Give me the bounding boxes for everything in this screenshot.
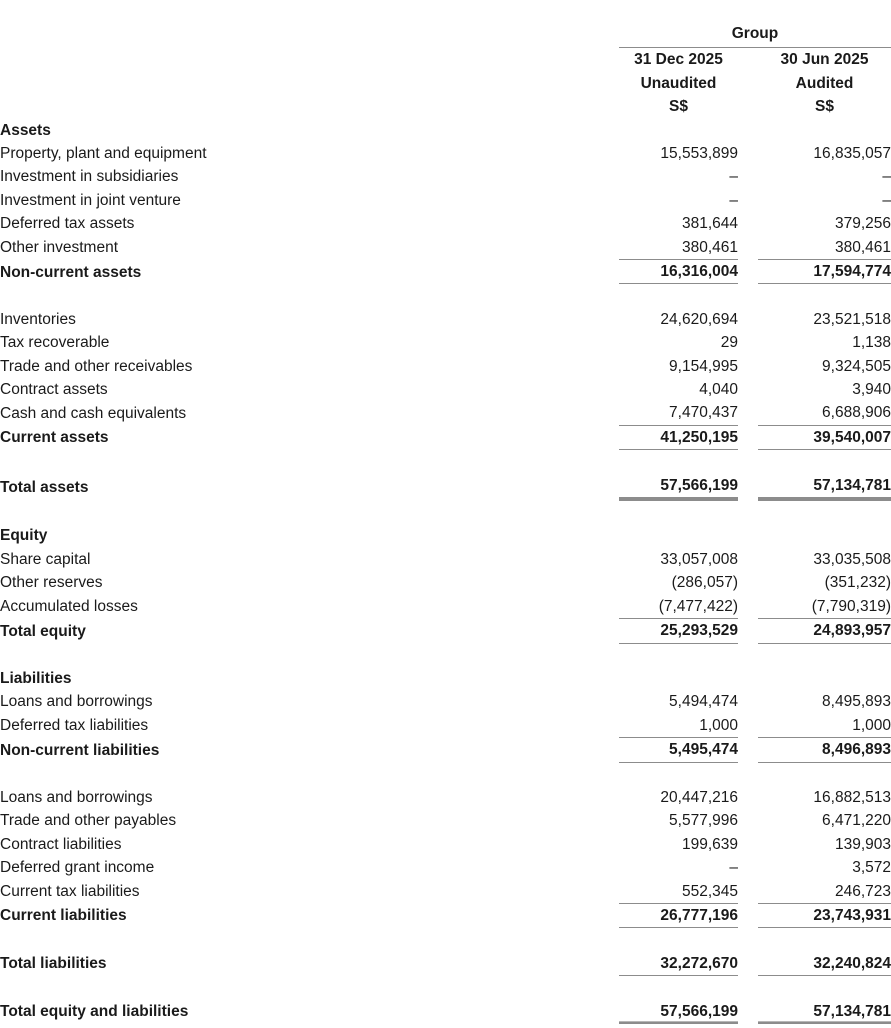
row-value-col2: (351,232) <box>824 574 891 592</box>
column-date-row <box>0 48 891 72</box>
section-heading-assets <box>0 119 891 142</box>
table-row <box>0 809 891 832</box>
subtotal-row-current-assets <box>0 425 891 449</box>
table-row <box>0 714 891 738</box>
table-row <box>0 690 891 713</box>
table-row <box>0 548 891 571</box>
row-value-col1: 381,644 <box>681 215 738 233</box>
row-value-col2: 6,688,906 <box>822 404 891 422</box>
row-value-col2: 3,940 <box>852 381 891 399</box>
row-label: Current assets <box>0 429 109 447</box>
row-value-col1: 199,639 <box>681 835 738 853</box>
row-value-col1: 29 <box>720 334 738 352</box>
section-label-liabilities: Liabilities <box>0 669 72 687</box>
row-value-col1: 552,345 <box>681 882 738 900</box>
column-1-audit-status: Unaudited <box>640 74 717 92</box>
row-label: Share capital <box>0 550 91 568</box>
row-value-col2: 57,134,781 <box>758 474 891 499</box>
row-value-col1: 1,000 <box>699 716 738 734</box>
subtotal-row-non-current-assets <box>0 260 891 284</box>
total-row-total-liabilities <box>0 952 891 976</box>
table-row <box>0 786 891 809</box>
column-2-currency: S$ <box>815 98 834 116</box>
spacer-row <box>0 643 891 667</box>
row-value-col1: 4,040 <box>699 381 738 399</box>
row-value-col1: (7,477,422) <box>658 597 738 615</box>
column-audit-row <box>0 72 891 95</box>
row-value-col2: 23,743,931 <box>758 903 891 927</box>
row-value-col2: 9,324,505 <box>822 357 891 375</box>
row-value-col1: 33,057,008 <box>660 550 738 568</box>
row-label: Contract assets <box>0 381 108 399</box>
section-heading-equity <box>0 524 891 547</box>
row-label: Trade and other receivables <box>0 357 193 375</box>
spacer-row <box>0 976 891 1000</box>
table-row <box>0 212 891 235</box>
row-value-col1: – <box>729 191 738 209</box>
section-label-equity: Equity <box>0 527 48 545</box>
row-value-col2: 16,835,057 <box>813 145 891 163</box>
row-label: Total assets <box>0 478 89 496</box>
row-value-col2: 33,035,508 <box>813 550 891 568</box>
empty-label-cell <box>0 72 611 95</box>
group-header-label: Group <box>619 23 891 48</box>
row-value-col2: 6,471,220 <box>822 812 891 830</box>
table-row <box>0 833 891 856</box>
row-value-col2: 16,882,513 <box>813 788 891 806</box>
top-spacer <box>0 0 891 23</box>
row-value-col1: – <box>729 859 738 877</box>
row-value-col1: 16,316,004 <box>619 260 738 284</box>
row-value-col2: 8,495,893 <box>822 693 891 711</box>
empty-label-cell <box>0 95 611 118</box>
row-label: Total equity <box>0 622 86 640</box>
row-value-col1: 20,447,216 <box>660 788 738 806</box>
row-label: Investment in subsidiaries <box>0 168 179 186</box>
row-label: Other investment <box>0 239 119 257</box>
total-row-total-assets <box>0 474 891 499</box>
row-value-col2: 24,893,957 <box>758 619 891 643</box>
table-row <box>0 142 891 165</box>
row-value-col1: 26,777,196 <box>619 903 738 927</box>
spacer-row <box>0 928 891 952</box>
total-row-total-equity-and-liabilities <box>0 1000 891 1024</box>
row-label: Current liabilities <box>0 907 127 925</box>
spacer-row <box>0 499 891 524</box>
row-label: Investment in joint venture <box>0 191 181 209</box>
table-row <box>0 378 891 401</box>
table-row <box>0 331 891 354</box>
spacer-row <box>0 450 891 474</box>
row-value-col2: 1,000 <box>852 716 891 734</box>
section-heading-liabilities <box>0 667 891 690</box>
column-1-currency: S$ <box>669 98 688 116</box>
row-value-col2: – <box>882 168 891 186</box>
row-label: Inventories <box>0 310 76 328</box>
row-value-col2: – <box>882 191 891 209</box>
row-label: Non-current assets <box>0 263 142 281</box>
row-value-col1: 5,577,996 <box>669 812 738 830</box>
row-label: Accumulated losses <box>0 598 138 616</box>
row-value-col1: 5,494,474 <box>669 693 738 711</box>
row-value-col2: 17,594,774 <box>758 260 891 284</box>
row-value-col1: (286,057) <box>671 574 738 592</box>
empty-label-cell <box>0 48 611 72</box>
row-value-col1: 24,620,694 <box>660 310 738 328</box>
column-currency-row <box>0 95 891 118</box>
row-label: Current tax liabilities <box>0 883 140 901</box>
row-value-col2: 380,461 <box>834 238 891 256</box>
row-value-col1: 57,566,199 <box>619 1000 738 1024</box>
table-row <box>0 308 891 331</box>
table-row <box>0 595 891 619</box>
row-label: Cash and cash equivalents <box>0 404 187 422</box>
row-value-col1: 25,293,529 <box>619 619 738 643</box>
section-label-assets: Assets <box>0 121 51 139</box>
row-value-col1: – <box>729 168 738 186</box>
row-label: Total liabilities <box>0 955 107 973</box>
table-row <box>0 571 891 594</box>
row-label: Deferred tax assets <box>0 215 135 233</box>
column-2-audit-status: Audited <box>795 74 854 92</box>
column-1-date: 31 Dec 2025 <box>634 51 723 69</box>
row-label: Non-current liabilities <box>0 741 160 759</box>
row-value-col1: 41,250,195 <box>619 425 738 449</box>
table-row <box>0 856 891 879</box>
row-label: Other reserves <box>0 574 103 592</box>
group-header-row <box>0 23 891 48</box>
spacer-row <box>0 284 891 308</box>
row-value-col1: 9,154,995 <box>669 357 738 375</box>
row-value-col1: 5,495,474 <box>619 738 738 762</box>
empty-label-cell <box>0 23 611 48</box>
row-label: Total equity and liabilities <box>0 1003 189 1021</box>
row-value-col2: 1,138 <box>852 334 891 352</box>
table-row <box>0 165 891 188</box>
row-value-col2: 3,572 <box>852 859 891 877</box>
row-value-col2: 32,240,824 <box>758 952 891 976</box>
table-row <box>0 236 891 260</box>
row-value-col2: 379,256 <box>834 215 891 233</box>
table-row <box>0 880 891 904</box>
row-value-col2: 57,134,781 <box>758 1000 891 1024</box>
subtotal-row-current-liabilities <box>0 903 891 927</box>
row-value-col2: 139,903 <box>834 835 891 853</box>
row-value-col1: 7,470,437 <box>669 404 738 422</box>
row-value-col1: 15,553,899 <box>660 145 738 163</box>
row-value-col2: 8,496,893 <box>758 738 891 762</box>
table-row <box>0 401 891 425</box>
spacer-row <box>0 762 891 786</box>
row-value-col2: 39,540,007 <box>758 425 891 449</box>
subtotal-row-total-equity <box>0 619 891 643</box>
row-label: Tax recoverable <box>0 334 110 352</box>
table-row <box>0 189 891 212</box>
row-label: Loans and borrowings <box>0 693 153 711</box>
row-label: Deferred tax liabilities <box>0 717 149 735</box>
row-label: Trade and other payables <box>0 812 177 830</box>
row-value-col1: 57,566,199 <box>619 474 738 499</box>
column-2-date: 30 Jun 2025 <box>780 51 869 69</box>
subtotal-row-non-current-liabilities <box>0 738 891 762</box>
spacer-cell <box>0 0 611 23</box>
row-value-col2: 246,723 <box>834 882 891 900</box>
row-label: Contract liabilities <box>0 835 122 853</box>
table-row <box>0 355 891 378</box>
row-label: Property, plant and equipment <box>0 145 207 163</box>
row-label: Loans and borrowings <box>0 788 153 806</box>
row-value-col2: (7,790,319) <box>811 597 891 615</box>
row-label: Deferred grant income <box>0 859 155 877</box>
row-value-col1: 32,272,670 <box>619 952 738 976</box>
row-value-col2: 23,521,518 <box>813 310 891 328</box>
row-value-col1: 380,461 <box>681 238 738 256</box>
